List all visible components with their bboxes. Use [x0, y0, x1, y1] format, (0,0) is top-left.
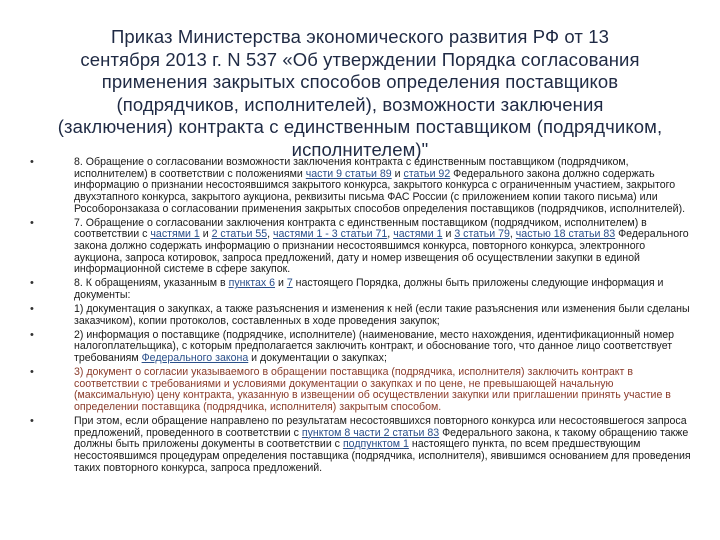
- title-line: Приказ Министерства экономического развития РФ от 13: [111, 26, 609, 47]
- text-segment: При этом, если обращение направлено по результатам несостоявшихся повторного конкурса или несостоявшегося запроса предложений, проведенного в соответствии с: [74, 415, 687, 439]
- text-segment: 1) документация о закупках, а также разъяснения и изменения к ней (если такие разъяснения или изменения были сделаны заказчиком), копии протоколов, составленных в ходе проведения закупок;: [74, 303, 690, 327]
- text-segment: 7. Обращение о согласовании заключения контракта с единственным поставщиком (подрядчиком, исполнителем) в соответствии с: [74, 216, 647, 241]
- text-segment: ,: [509, 228, 516, 241]
- law-reference-link[interactable]: 3 статьи 79: [454, 228, 510, 241]
- list-item: [28, 367, 696, 414]
- bullet-icon: •: [30, 156, 34, 168]
- bullet-icon: •: [30, 216, 34, 229]
- text-segment: настоящего Порядка, должны быть приложены следующие информация и документы:: [74, 277, 664, 301]
- title-line: применения закрытых способов определения поставщиков: [101, 71, 619, 93]
- text-segment: 3) документ о согласии указываемого в обращении поставщика (подрядчика, исполнителя) заключить контракт в соответствии с требованиями и условиями документации о закупках и по цене, не превышающей начальную (максимальную) цену контракта, указанную в извещении об осуществлении закупки или приглашении принять участие в определении поставщика (подрядчика, исполнителя) закрытым способом.: [74, 366, 671, 414]
- bullet-icon: •: [30, 303, 34, 316]
- law-reference-link[interactable]: пунктах 6: [228, 277, 276, 290]
- bullet-icon: •: [30, 328, 34, 341]
- law-reference-link[interactable]: 2 статьи 55: [211, 228, 268, 241]
- text-segment: и: [391, 167, 404, 180]
- law-reference-link[interactable]: частями 1: [393, 228, 443, 241]
- title-line: исполнителем)": [291, 138, 429, 160]
- law-reference-link[interactable]: части 9 статьи 89: [305, 167, 392, 180]
- text-segment: ,: [387, 228, 394, 241]
- list-item-text: [74, 330, 696, 365]
- list-item-text: [74, 416, 696, 474]
- list-item-text: [74, 157, 696, 215]
- bullet-icon: •: [30, 277, 34, 290]
- law-reference-link[interactable]: частями 1 - 3 статьи 71: [273, 228, 388, 241]
- text-segment: Федерального закона должно содержать информацию о признании несостоявшимся конкурса, повторного конкурса, электронного аукциона, запроса котировок, запроса предложений, дату и номер извещения об осуществлении закупки в единой информационной системе в сфере закупок.: [74, 228, 689, 276]
- bullet-icon: •: [30, 415, 34, 428]
- text-segment: настоящего пункта, по всем предшествующим несостоявшимся процедурам определения поставщика (подрядчика, исполнителя), явившимся основанием для проведения таких повторного конкурса, запроса предложений.: [74, 438, 691, 474]
- text-segment: Федерального закона должно содержать информацию о признании несостоявшимся закрытого конкурса, закрытого конкурса с ограниченным участием, закрытого двухэтапного конкурса, закрытого аукциона, реквизиты письма ФАС России (с приложением копии такого письма) или Рособоронзаказа о согласовании применения закрытых способов определения поставщиков (подрядчиков, исполнителей).: [74, 167, 686, 215]
- text-segment: и: [442, 228, 455, 241]
- list-item: [28, 304, 696, 327]
- text-segment: и: [275, 277, 287, 290]
- law-reference-link[interactable]: подпунктом 1: [342, 438, 409, 451]
- law-reference-link[interactable]: 7: [286, 277, 293, 290]
- list-item: [28, 218, 696, 276]
- text-segment: 2) информация о поставщике (подрядчике, исполнителе) (наименование, место нахождения, идентификационный номер налогоплательщика), с которым предполагается заключить контракт, и обоснование того, что данное лицо соответствует требованиям: [74, 328, 675, 365]
- list-item-text: [74, 304, 696, 327]
- text-segment: 8. К обращениям, указанным в: [74, 277, 229, 290]
- list-item: [28, 416, 696, 474]
- list-item: [28, 278, 696, 301]
- law-reference-link[interactable]: Федерального закона: [141, 352, 249, 365]
- list-item: [28, 330, 696, 365]
- slide-title: [20, 26, 700, 162]
- law-reference-link[interactable]: частями 1: [150, 228, 200, 241]
- title-line: сентября 2013 г. N 537 «Об утверждении Порядка согласования: [80, 48, 640, 70]
- list-item-text: [74, 278, 696, 301]
- list-item: [28, 157, 696, 215]
- list-item-text: [74, 218, 696, 276]
- text-segment: и: [199, 228, 212, 241]
- title-line: (подрядчиков, исполнителей), возможности заключения: [116, 93, 604, 115]
- bullet-list: [28, 157, 696, 477]
- law-reference-link[interactable]: частью 18 статьи 83: [515, 228, 616, 241]
- text-segment: Федерального закона, к такому обращению также должны быть приложены документы в соответствии с: [74, 426, 689, 451]
- law-reference-link[interactable]: статьи 92: [403, 167, 451, 180]
- list-item-text: [74, 367, 696, 414]
- text-segment: 8. Обращение о согласовании возможности заключения контракта с единственным поставщиком (подрядчиком, исполнителем) в соответствии с положениями: [74, 156, 629, 180]
- title-line: (заключения) контракта с единственным поставщиком (подрядчиком,: [57, 116, 663, 138]
- law-reference-link[interactable]: пунктом 8 части 2 статьи 83: [301, 426, 440, 439]
- text-segment: ,: [267, 228, 273, 241]
- bullet-icon: •: [30, 366, 34, 379]
- text-segment: и документации о закупках;: [248, 352, 387, 365]
